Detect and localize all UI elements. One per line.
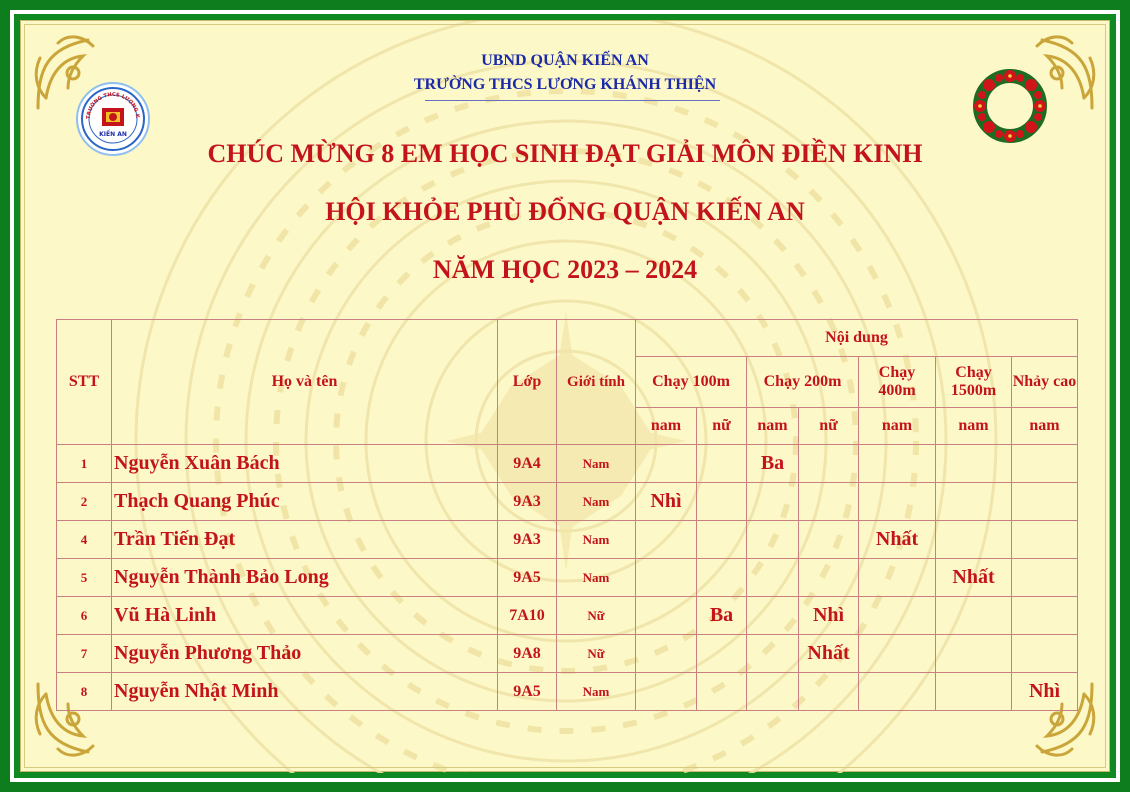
row-award xyxy=(697,673,747,711)
subheader-cell: nam xyxy=(636,408,697,445)
row-award xyxy=(747,673,799,711)
subheader-cell: nam xyxy=(859,408,936,445)
row-gender: Nữ xyxy=(557,597,636,635)
row-award xyxy=(936,521,1012,559)
table-row xyxy=(57,445,1078,483)
row-award xyxy=(697,445,747,483)
table-body xyxy=(57,445,1078,711)
row-gender: Nam xyxy=(557,521,636,559)
row-gender: Nữ xyxy=(557,635,636,673)
row-gender: Nam xyxy=(557,559,636,597)
row-name: Nguyễn Phương Thảo xyxy=(112,635,498,673)
row-award: Ba xyxy=(747,445,799,483)
row-award xyxy=(859,597,936,635)
row-name: Trần Tiến Đạt xyxy=(112,521,498,559)
header-run-200m: Chạy 200m xyxy=(747,357,859,408)
logo-ring-text: TRƯỜNG THCS LƯƠNG K xyxy=(85,91,141,120)
row-award xyxy=(636,635,697,673)
row-award xyxy=(936,673,1012,711)
row-award xyxy=(1012,559,1078,597)
row-class: 9A5 xyxy=(498,673,557,711)
row-award xyxy=(1012,445,1078,483)
row-award xyxy=(859,559,936,597)
row-stt: 2 xyxy=(57,483,112,521)
table-row xyxy=(57,673,1078,711)
row-name: Thạch Quang Phúc xyxy=(112,483,498,521)
header-underline xyxy=(425,100,720,101)
row-class: 9A4 xyxy=(498,445,557,483)
row-award xyxy=(799,483,859,521)
row-award xyxy=(697,483,747,521)
header-run-100m: Chạy 100m xyxy=(636,357,747,408)
row-award xyxy=(747,635,799,673)
row-award xyxy=(1012,521,1078,559)
row-award: Nhì xyxy=(799,597,859,635)
subheader-cell: nam xyxy=(936,408,1012,445)
header-run-400m: Chạy 400m xyxy=(859,357,936,408)
row-class: 9A3 xyxy=(498,521,557,559)
row-name: Nguyễn Thành Bảo Long xyxy=(112,559,498,597)
row-stt: 5 xyxy=(57,559,112,597)
row-stt: 6 xyxy=(57,597,112,635)
row-stt: 7 xyxy=(57,635,112,673)
row-class: 9A5 xyxy=(498,559,557,597)
row-award: Nhất xyxy=(936,559,1012,597)
row-award xyxy=(859,483,936,521)
row-gender: Nam xyxy=(557,445,636,483)
table-row xyxy=(57,483,1078,521)
row-award xyxy=(799,673,859,711)
row-award xyxy=(859,673,936,711)
row-award: Nhì xyxy=(636,483,697,521)
row-stt: 1 xyxy=(57,445,112,483)
row-award xyxy=(936,597,1012,635)
row-stt: 4 xyxy=(57,521,112,559)
title-line-3: NĂM HỌC 2023 – 2024 xyxy=(432,255,698,284)
row-class: 9A3 xyxy=(498,483,557,521)
header-gender: Giới tính xyxy=(557,320,636,445)
row-award xyxy=(1012,597,1078,635)
row-gender: Nam xyxy=(557,483,636,521)
row-award xyxy=(936,483,1012,521)
table-row xyxy=(57,521,1078,559)
row-name: Nguyễn Nhật Minh xyxy=(112,673,498,711)
row-award xyxy=(936,445,1012,483)
awards-table xyxy=(56,319,1078,711)
row-award xyxy=(697,559,747,597)
row-award xyxy=(747,597,799,635)
row-class: 7A10 xyxy=(498,597,557,635)
subheader-cell: nam xyxy=(747,408,799,445)
row-award: Nhất xyxy=(859,521,936,559)
row-award xyxy=(636,673,697,711)
row-award: Ba xyxy=(697,597,747,635)
row-award xyxy=(799,521,859,559)
row-award xyxy=(636,445,697,483)
row-award xyxy=(859,445,936,483)
row-award: Nhất xyxy=(799,635,859,673)
row-award: Nhì xyxy=(1012,673,1078,711)
row-award xyxy=(747,521,799,559)
header-stt: STT xyxy=(57,320,112,445)
table-row xyxy=(57,635,1078,673)
row-award xyxy=(636,559,697,597)
row-award xyxy=(636,597,697,635)
school-name: TRƯỜNG THCS LƯƠNG KHÁNH THIỆN xyxy=(413,76,717,93)
row-stt: 8 xyxy=(57,673,112,711)
header-class: Lớp xyxy=(498,320,557,445)
subheader-cell: nữ xyxy=(799,408,859,445)
row-award xyxy=(697,635,747,673)
row-gender: Nam xyxy=(557,673,636,711)
org-name: UBND QUẬN KIẾN AN xyxy=(481,52,649,69)
title-line-2: HỘI KHỎE PHÙ ĐỔNG QUẬN KIẾN AN xyxy=(325,197,805,226)
header-name: Họ và tên xyxy=(112,320,498,445)
row-class: 9A8 xyxy=(498,635,557,673)
row-award xyxy=(799,559,859,597)
row-award xyxy=(636,521,697,559)
logo-bottom-text: KIẾN AN xyxy=(99,131,127,138)
row-award xyxy=(697,521,747,559)
header-content: Nội dung xyxy=(636,320,1078,357)
row-award xyxy=(747,483,799,521)
row-award xyxy=(799,445,859,483)
header-high-jump: Nhảy cao xyxy=(1012,357,1078,408)
subheader-cell: nữ xyxy=(697,408,747,445)
title-line-1: CHÚC MỪNG 8 EM HỌC SINH ĐẠT GIẢI MÔN ĐIỀN KINH xyxy=(207,139,923,168)
row-award xyxy=(936,635,1012,673)
row-name: Nguyễn Xuân Bách xyxy=(112,445,498,483)
table-row xyxy=(57,559,1078,597)
row-award xyxy=(1012,635,1078,673)
row-award xyxy=(747,559,799,597)
row-award xyxy=(1012,483,1078,521)
row-award xyxy=(859,635,936,673)
subheader-cell: nam xyxy=(1012,408,1078,445)
header-row-1 xyxy=(57,320,1078,357)
table-row xyxy=(57,597,1078,635)
header-run-1500m: Chạy 1500m xyxy=(936,357,1012,408)
row-name: Vũ Hà Linh xyxy=(112,597,498,635)
